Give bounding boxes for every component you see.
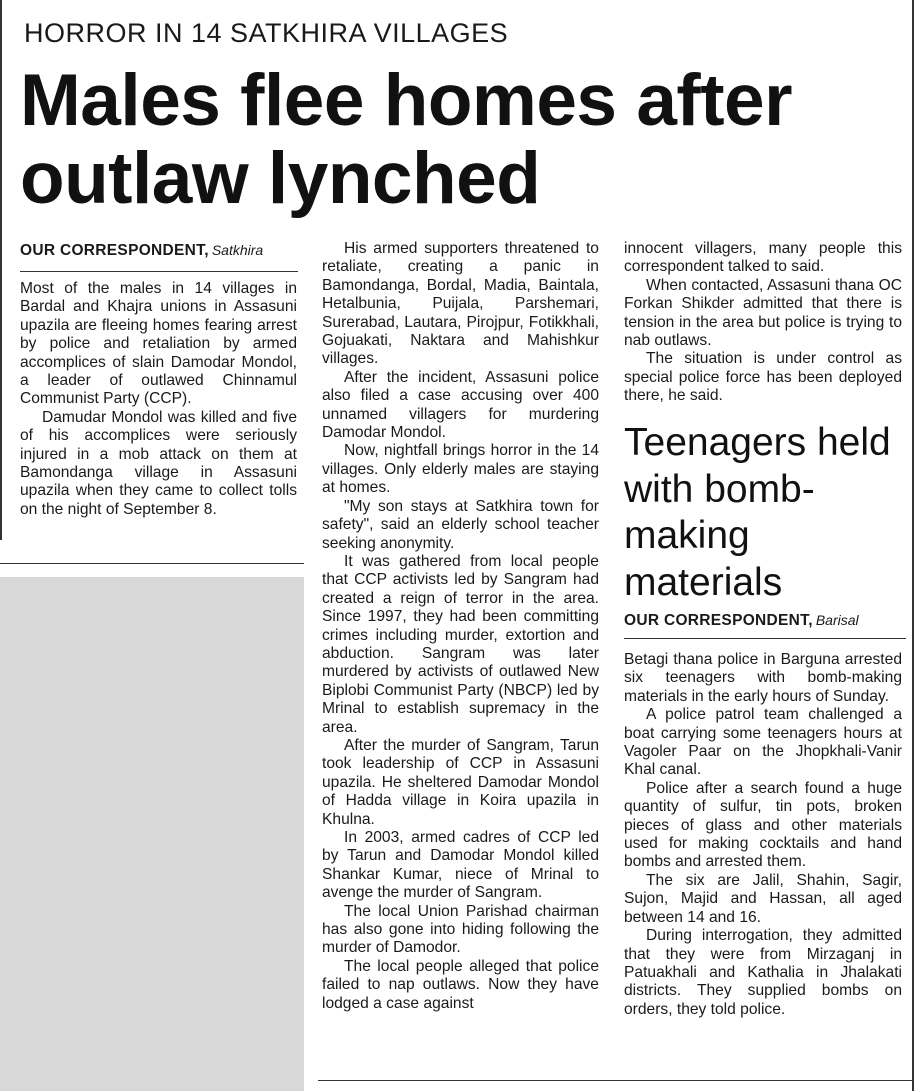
byline-place: Barisal bbox=[815, 612, 859, 628]
byline-name: OUR CORRESPONDENT, bbox=[20, 242, 209, 259]
paragraph: After the incident, Assasuni police also filed a case accusing over 400 unnamed villagers for murdering Damodar Mondol. bbox=[322, 368, 599, 442]
paragraph: "My son stays at Satkhira town for safety", said an elderly school teacher seeking anonymity. bbox=[322, 497, 599, 552]
paragraph: During interrogation, they admitted that they were from Mirzaganj in Patuakhali and Kathalia in Jhalakati districts. They supplied bombs on orders, they told police. bbox=[624, 927, 902, 1018]
byline-place: Satkhira bbox=[211, 242, 264, 258]
column-2 bbox=[322, 240, 599, 1013]
paragraph: In 2003, armed cadres of CCP led by Tarun and Damodar Mondol killed Shankar Kumar, niece of Mrinal to avenge the murder of Sangram. bbox=[322, 829, 599, 902]
paragraph: It was gathered from local people that CCP activists led by Sangram had created a reign of terror in the area. Since 1997, they had been committing crimes including murder, extortion and abduction. Sangram was later murdered by activists of outlawed New Biplobi Communist Party (NBCP) led by Mrinal to establish supremacy in the area. bbox=[322, 552, 599, 736]
bottom-rule bbox=[318, 1080, 912, 1081]
right-border-rule bbox=[912, 0, 914, 1091]
paragraph: The local Union Parishad chairman has also gone into hiding following the murder of Damodor. bbox=[322, 902, 599, 957]
paragraph: Now, nightfall brings horror in the 14 villages. Only elderly males are staying at homes. bbox=[322, 442, 599, 497]
paragraph: When contacted, Assasuni thana OC Forkan Shikder admitted that there is tension in the area but police is trying to nab outlaws. bbox=[624, 276, 902, 350]
paragraph: The six are Jalil, Shahin, Sagir, Sujon, Majid and Hassan, all aged between 14 and 16. bbox=[624, 871, 902, 926]
paragraph: A police patrol team challenged a boat carrying some teenagers hours at Vagoler Paar on the Jhopkhali-Vanir Khal canal. bbox=[624, 706, 902, 779]
byline-2 bbox=[624, 612, 859, 630]
secondary-headline: Teenagers held with bomb-making materials bbox=[624, 421, 891, 604]
divider-under-col1 bbox=[0, 563, 304, 564]
paragraph: After the murder of Sangram, Tarun took leadership of CCP in Assasuni upazila. He sheltered Damodar Mondol of Hadda village in Koira upazila in Khulna. bbox=[322, 736, 599, 828]
left-border-rule bbox=[0, 0, 2, 540]
column-1 bbox=[20, 280, 297, 519]
byline bbox=[20, 242, 263, 260]
kicker: HORROR IN 14 SATKHIRA VILLAGES bbox=[24, 18, 509, 48]
paragraph: The situation is under control as special police force has been deployed there, he said. bbox=[624, 350, 902, 405]
paragraph: Damudar Mondol was killed and five of his accomplices were seriously injured in a mob attack on them at Bamondanga village in Assasuni upazila when they came to collect tolls on the night of September 8. bbox=[20, 408, 297, 518]
byline-rule-2 bbox=[624, 638, 906, 639]
paragraph: Police after a search found a huge quantity of sulfur, tin pots, broken pieces of glass and other materials used for making cocktails and hand bombs and arrested them. bbox=[624, 779, 902, 871]
byline-rule-1 bbox=[20, 271, 298, 272]
paragraph: Betagi thana police in Barguna arrested six teenagers with bomb-making materials in the early hours of Sunday. bbox=[624, 651, 902, 705]
photo-placeholder bbox=[0, 577, 304, 1091]
paragraph: The local people alleged that police failed to nap outlaws. Now they have lodged a case against bbox=[322, 957, 599, 1012]
paragraph: His armed supporters threatened to retaliate, creating a panic in Bamondanga, Bordal, Madia, Baintala, Hetalbunia, Puijala, Parshemari, Surerabad, Lautara, Pirojpur, Fotikkhali, Gojuakati, Naktara and Mahishkur villages. bbox=[322, 240, 599, 368]
column-3-story-2 bbox=[624, 651, 902, 1019]
byline-name: OUR CORRESPONDENT, bbox=[624, 612, 813, 629]
paragraph: innocent villagers, many people this correspondent talked to said. bbox=[624, 240, 902, 276]
headline: Males flee homes after outlaw lynched bbox=[20, 60, 793, 219]
paragraph: Most of the males in 14 villages in Bardal and Khajra unions in Assasuni upazila are fleeing homes fearing arrest by police and retaliation by armed accomplices of slain Damodar Mondol, a leader of outlawed Chinnamul Communist Party (CCP). bbox=[20, 280, 297, 408]
column-3 bbox=[624, 240, 902, 406]
